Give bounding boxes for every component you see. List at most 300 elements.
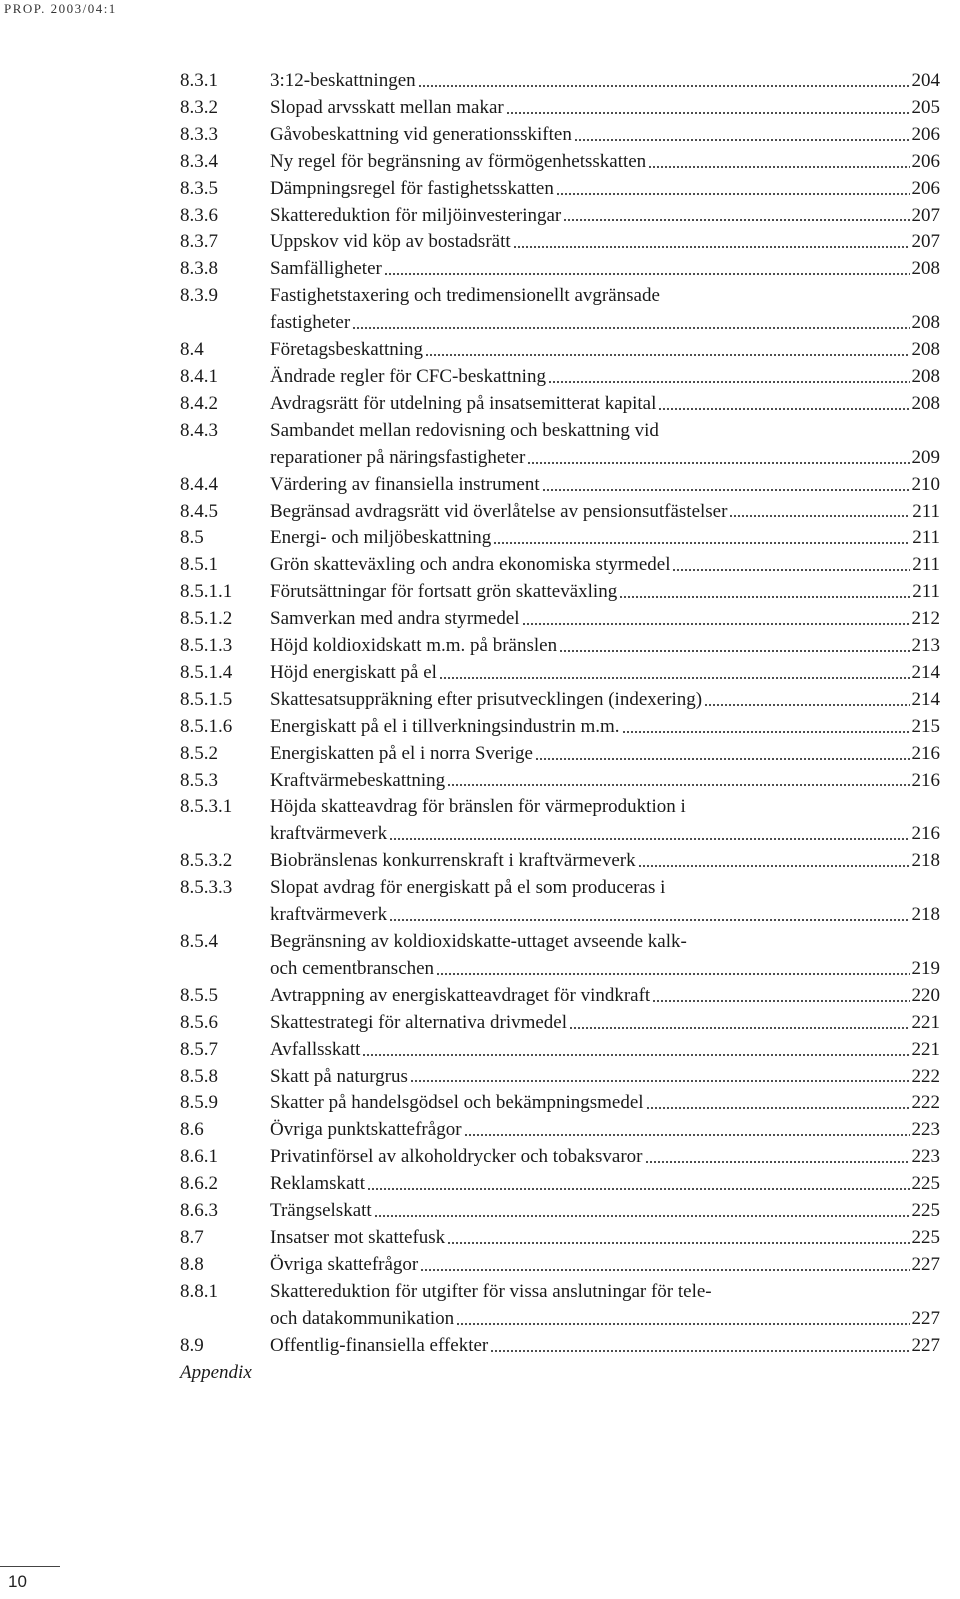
toc-entry-title-first-line: Sambandet mellan redovisning och beskattning vid xyxy=(270,419,659,441)
toc-dot-leader xyxy=(535,757,910,761)
page-number: 10 xyxy=(8,1572,27,1591)
toc-entry-title: Höjd koldioxidskatt m.m. på bränslen xyxy=(270,635,558,657)
toc-entry-body xyxy=(270,1333,940,1360)
toc-dot-leader xyxy=(522,622,910,626)
toc-entry-body xyxy=(270,472,940,499)
toc-entry-body xyxy=(270,552,940,579)
toc-entry-number: 8.5.3.2 xyxy=(180,850,233,872)
toc-entry[interactable] xyxy=(180,768,940,795)
toc-entry-body xyxy=(270,579,940,606)
toc-entry-line xyxy=(270,1010,940,1037)
toc-entry-title: Övriga skattefrågor xyxy=(270,1253,419,1275)
toc-entry-body xyxy=(270,176,940,203)
toc-dot-leader xyxy=(493,541,910,545)
toc-entry[interactable] xyxy=(180,68,940,95)
toc-entry-page: 211 xyxy=(912,527,940,549)
toc-entry-line xyxy=(270,525,940,552)
toc-entry-line xyxy=(270,445,940,472)
toc-entry-line xyxy=(270,821,940,848)
toc-entry-body xyxy=(270,1010,940,1037)
toc-entry-page: 214 xyxy=(911,661,940,683)
toc-entry-page: 206 xyxy=(911,123,940,145)
toc-entry-title: Samfälligheter xyxy=(270,258,382,280)
toc-entry-body xyxy=(270,633,940,660)
toc-entry-body xyxy=(270,122,940,149)
toc-entry-number: 8.3.5 xyxy=(180,177,218,199)
toc-entry-title: Avfallsskatt xyxy=(270,1038,361,1060)
toc-entry-line xyxy=(270,149,940,176)
toc-entry-number: 8.4.5 xyxy=(180,500,218,522)
toc-entry-title: Gåvobeskattning vid generationsskiften xyxy=(270,123,572,145)
toc-entry[interactable] xyxy=(180,95,940,122)
toc-entry-title: Grön skatteväxling och andra ekonomiska styrmedel xyxy=(270,554,671,576)
toc-dot-leader xyxy=(367,1187,910,1191)
toc-entry-number: 8.3.4 xyxy=(180,150,218,172)
toc-entry[interactable] xyxy=(180,1064,940,1091)
toc-entry-page: 206 xyxy=(911,150,940,172)
toc-entry-line xyxy=(270,1144,940,1171)
toc-entry-page: 223 xyxy=(911,1119,940,1141)
toc-entry-page: 210 xyxy=(911,473,940,495)
toc-entry-title: reparationer på näringsfastigheter xyxy=(270,446,526,468)
toc-entry-line xyxy=(270,68,940,95)
toc-dot-leader xyxy=(418,84,910,88)
toc-entry-line xyxy=(270,633,940,660)
toc-dot-leader xyxy=(638,864,910,868)
toc-entry[interactable] xyxy=(180,1333,940,1360)
toc-dot-leader xyxy=(506,111,910,115)
toc-entry-line xyxy=(270,122,940,149)
toc-entry-body xyxy=(270,391,940,418)
toc-entry-line xyxy=(270,391,940,418)
toc-entry[interactable] xyxy=(180,149,940,176)
toc-entry-title-first-line: Höjda skatteavdrag för bränslen för värmeproduktion i xyxy=(270,796,686,818)
toc-entry-page: 206 xyxy=(911,177,940,199)
toc-entry-line xyxy=(270,687,940,714)
toc-entry-page: 225 xyxy=(911,1226,940,1248)
toc-entry-page: 205 xyxy=(911,96,940,118)
toc-dot-leader xyxy=(374,1214,910,1218)
toc-entry-line xyxy=(270,579,940,606)
toc-dot-leader xyxy=(622,730,910,734)
toc-entry-title: Energiskatten på el i norra Sverige xyxy=(270,742,533,764)
toc-dot-leader xyxy=(646,1106,910,1110)
toc-dot-leader xyxy=(490,1349,909,1353)
toc-entry-page: 208 xyxy=(911,339,940,361)
toc-entry-page: 227 xyxy=(911,1307,940,1329)
toc-entry[interactable] xyxy=(180,1171,940,1198)
toc-entry-number: 8.4.3 xyxy=(180,419,218,441)
toc-entry-body xyxy=(270,1252,940,1279)
toc-entry[interactable] xyxy=(180,203,940,230)
toc-entry-page: 223 xyxy=(911,1146,940,1168)
toc-entry-number: 8.3.2 xyxy=(180,96,218,118)
toc-entry-title: Skattestrategi för alternativa drivmedel xyxy=(270,1011,568,1033)
toc-entry-page: 211 xyxy=(912,581,940,603)
toc-entry-title: Trängselskatt xyxy=(270,1200,372,1222)
toc-entry[interactable] xyxy=(180,472,940,499)
toc-dot-leader xyxy=(447,1241,909,1245)
toc-entry-title: Värdering av finansiella instrument xyxy=(270,473,540,495)
toc-entry-number: 8.5.5 xyxy=(180,984,218,1006)
toc-entry-page: 221 xyxy=(911,1038,940,1060)
toc-entry-title: Energiskatt på el i tillverkningsindustrin m.m. xyxy=(270,715,620,737)
toc-dot-leader xyxy=(574,138,910,142)
toc-entry-title: kraftvärmeverk xyxy=(270,904,388,926)
toc-entry[interactable] xyxy=(180,714,940,741)
toc-entry-body xyxy=(270,1198,940,1225)
toc-entry-title-first-line: Begränsning av koldioxidskatte-uttaget avseende kalk- xyxy=(270,931,687,952)
toc-entry-line xyxy=(270,1306,940,1333)
toc-entry-number: 8.5.1.1 xyxy=(180,581,233,603)
toc-dot-leader xyxy=(447,783,909,787)
toc-entry-line xyxy=(270,1198,940,1225)
toc-entry-line xyxy=(270,95,940,122)
toc-entry-title: Företagsbeskattning xyxy=(270,339,424,361)
toc-dot-leader xyxy=(648,165,909,169)
toc-entry-line xyxy=(270,337,940,364)
toc-entry[interactable] xyxy=(180,391,940,418)
toc-dot-leader xyxy=(672,568,910,572)
toc-dot-leader xyxy=(425,353,909,357)
toc-dot-leader xyxy=(439,676,910,680)
toc-dot-leader xyxy=(563,218,909,222)
toc-entry[interactable] xyxy=(180,660,940,687)
toc-dot-leader xyxy=(569,1026,909,1030)
toc-entry-line xyxy=(270,229,940,256)
toc-entry[interactable] xyxy=(180,1010,940,1037)
toc-entry-number: 8.5.7 xyxy=(180,1038,218,1060)
toc-entry-title: 3:12-beskattningen xyxy=(270,70,416,91)
toc-entry-body xyxy=(270,741,940,768)
toc-entry-body xyxy=(270,1064,940,1091)
toc-entry-title: och datakommunikation xyxy=(270,1307,455,1329)
toc-entry-page: 221 xyxy=(911,1011,940,1033)
toc-entry[interactable] xyxy=(180,848,940,875)
toc-entry-line xyxy=(270,714,940,741)
toc-entry-line xyxy=(270,1064,940,1091)
toc-dot-leader xyxy=(436,972,909,976)
toc-dot-leader xyxy=(456,1322,909,1326)
toc-entry-number: 8.8.1 xyxy=(180,1280,218,1302)
toc-entry-number: 8.4 xyxy=(180,339,204,361)
toc-entry-title: och cementbranschen xyxy=(270,957,435,979)
toc-entry-title: Energi- och miljöbeskattning xyxy=(270,527,492,549)
toc-entry-line xyxy=(270,203,940,230)
toc-entry-page: 225 xyxy=(911,1200,940,1222)
table-of-contents xyxy=(180,68,940,1386)
toc-entry-page: 227 xyxy=(911,1253,940,1275)
toc-entry-line xyxy=(270,552,940,579)
toc-entry-title: Kraftvärmebeskattning xyxy=(270,769,446,791)
toc-dot-leader xyxy=(389,918,909,922)
toc-entry-title: Avtrappning av energiskatteavdraget för vindkraft xyxy=(270,984,651,1006)
toc-entry[interactable] xyxy=(180,283,940,337)
toc-entry-number: 8.3.7 xyxy=(180,231,218,253)
toc-entry-line xyxy=(270,983,940,1010)
toc-entry-title: fastigheter xyxy=(270,312,351,334)
toc-entry-number: 8.5.2 xyxy=(180,742,218,764)
toc-entry-number: 8.3.9 xyxy=(180,285,218,307)
toc-entry-line xyxy=(270,1037,940,1064)
toc-entry-number: 8.5.1 xyxy=(180,554,218,576)
toc-entry-page: 227 xyxy=(911,1334,940,1356)
toc-entry-number: 8.5.1.5 xyxy=(180,688,233,710)
toc-dot-leader xyxy=(658,407,909,411)
toc-entry-number: 8.9 xyxy=(180,1334,204,1356)
toc-entry-number: 8.6.2 xyxy=(180,1173,218,1195)
toc-entry-number: 8.4.4 xyxy=(180,473,218,495)
toc-entry-page: 222 xyxy=(911,1065,940,1087)
toc-entry-page: 213 xyxy=(911,635,940,657)
toc-entry[interactable] xyxy=(180,875,940,929)
toc-entry-number: 8.4.1 xyxy=(180,365,218,387)
toc-entry[interactable] xyxy=(180,1225,940,1252)
toc-dot-leader xyxy=(420,1268,909,1272)
toc-entry-page: 211 xyxy=(912,500,940,522)
toc-entry-page: 214 xyxy=(911,688,940,710)
toc-entry-number: 8.6.3 xyxy=(180,1200,218,1222)
toc-entry-page: 220 xyxy=(911,984,940,1006)
toc-entry-page: 212 xyxy=(911,608,940,630)
toc-dot-leader xyxy=(464,1133,910,1137)
toc-dot-leader xyxy=(352,326,909,330)
toc-entry-line xyxy=(270,1171,940,1198)
toc-entry[interactable] xyxy=(180,929,940,983)
toc-entry[interactable] xyxy=(180,337,940,364)
toc-entry-page: 208 xyxy=(911,365,940,387)
toc-entry-title: Höjd energiskatt på el xyxy=(270,661,437,683)
toc-entry-body xyxy=(270,794,940,848)
toc-entry[interactable] xyxy=(180,256,940,283)
toc-entry-body xyxy=(270,929,940,983)
toc-entry-number: 8.5.8 xyxy=(180,1065,218,1087)
toc-entry-body xyxy=(270,660,940,687)
toc-entry-title: Begränsad avdragsrätt vid överlåtelse av pensionsutfästelser xyxy=(270,500,728,522)
toc-entry-line xyxy=(270,606,940,633)
toc-entry[interactable] xyxy=(180,1037,940,1064)
toc-entry-number: 8.7 xyxy=(180,1226,204,1248)
toc-entry-body xyxy=(270,1090,940,1117)
toc-entry-body xyxy=(270,256,940,283)
toc-entry-body xyxy=(270,1225,940,1252)
toc-entry-page: 208 xyxy=(911,258,940,280)
toc-entry-title: kraftvärmeverk xyxy=(270,823,388,845)
running-head: PROP. 2003/04:1 xyxy=(4,1,117,16)
toc-entry-body xyxy=(270,418,940,472)
toc-entry-title: Skattesatsuppräkning efter prisutvecklingen (indexering) xyxy=(270,688,703,710)
toc-entry-number: 8.3.8 xyxy=(180,258,218,280)
appendix-label[interactable]: Appendix xyxy=(180,1361,252,1383)
toc-entry[interactable] xyxy=(180,552,940,579)
toc-entry[interactable] xyxy=(180,606,940,633)
toc-entry-number: 8.5.6 xyxy=(180,1011,218,1033)
toc-entry-body xyxy=(270,875,940,929)
toc-entry-title: Avdragsrätt för utdelning på insatsemitterat kapital xyxy=(270,392,657,414)
toc-entry-title: Insatser mot skattefusk xyxy=(270,1226,446,1248)
toc-entry-title: Förutsättningar för fortsatt grön skatteväxling xyxy=(270,581,618,603)
toc-entry-body xyxy=(270,283,940,337)
toc-entry-line xyxy=(270,1333,940,1360)
toc-dot-leader xyxy=(645,1160,910,1164)
toc-entry-title-first-line: Fastighetstaxering och tredimensionellt avgränsade xyxy=(270,285,660,307)
toc-entry[interactable] xyxy=(180,499,940,526)
toc-entry-line xyxy=(270,848,940,875)
toc-entry-title: Övriga punktskattefrågor xyxy=(270,1119,462,1141)
toc-entry[interactable] xyxy=(180,1252,940,1279)
toc-entry[interactable] xyxy=(180,364,940,391)
toc-entry-page: 216 xyxy=(911,823,940,845)
toc-entry[interactable] xyxy=(180,794,940,848)
toc-entry-body xyxy=(270,149,940,176)
toc-entry-body xyxy=(270,364,940,391)
toc-entry-title: Reklamskatt xyxy=(270,1173,365,1195)
toc-entry-line xyxy=(270,1090,940,1117)
toc-dot-leader xyxy=(556,192,910,196)
toc-entry-page: 207 xyxy=(911,231,940,253)
toc-entry-body xyxy=(270,983,940,1010)
toc-dot-leader xyxy=(548,380,910,384)
toc-entry-body xyxy=(270,525,940,552)
toc-entry-number: 8.5.3 xyxy=(180,769,218,791)
toc-entry[interactable] xyxy=(180,122,940,149)
toc-entry-title: Skattereduktion för miljöinvesteringar xyxy=(270,204,562,226)
toc-entry-page: 216 xyxy=(911,769,940,791)
toc-entry-title: Ändrade regler för CFC-beskattning xyxy=(270,365,546,387)
toc-entry-body xyxy=(270,203,940,230)
toc-dot-leader xyxy=(619,595,910,599)
toc-entry-title: Uppskov vid köp av bostadsrätt xyxy=(270,231,511,253)
toc-entry-line xyxy=(270,256,940,283)
toc-entry-line xyxy=(270,176,940,203)
toc-entry-body xyxy=(270,768,940,795)
toc-entry[interactable] xyxy=(180,1090,940,1117)
toc-dot-leader xyxy=(410,1079,910,1083)
toc-entry-body xyxy=(270,95,940,122)
toc-entry-body xyxy=(270,229,940,256)
toc-entry-body xyxy=(270,337,940,364)
toc-entry-page: 211 xyxy=(912,554,940,576)
footer-rule xyxy=(0,1566,60,1567)
toc-entry-body xyxy=(270,714,940,741)
toc-entry[interactable] xyxy=(180,176,940,203)
toc-entry-body xyxy=(270,68,940,95)
toc-entry-number: 8.3.1 xyxy=(180,70,218,91)
toc-entry-title: Skatter på handelsgödsel och bekämpningsmedel xyxy=(270,1092,644,1114)
toc-entry-number: 8.5.9 xyxy=(180,1092,218,1114)
toc-entry-title: Offentlig-finansiella effekter xyxy=(270,1334,489,1356)
toc-entry-number: 8.5.1.2 xyxy=(180,608,233,630)
toc-dot-leader xyxy=(542,488,910,492)
toc-entry-body xyxy=(270,499,940,526)
toc-entry-title-first-line: Skattereduktion för utgifter för vissa anslutningar för tele- xyxy=(270,1280,712,1302)
toc-entry-page: 215 xyxy=(911,715,940,737)
toc-entry-number: 8.5.1.4 xyxy=(180,661,233,683)
toc-dot-leader xyxy=(384,272,910,276)
toc-entry-line xyxy=(270,902,940,929)
toc-entry-number: 8.6 xyxy=(180,1119,204,1141)
toc-dot-leader xyxy=(362,1053,909,1057)
toc-entry-title: Slopad arvsskatt mellan makar xyxy=(270,96,504,118)
toc-entry-page: 218 xyxy=(911,850,940,872)
toc-entry-number: 8.5 xyxy=(180,527,204,549)
toc-dot-leader xyxy=(559,649,909,653)
toc-entry[interactable] xyxy=(180,1144,940,1171)
toc-entry-page: 207 xyxy=(911,204,940,226)
toc-entry-title: Privatinförsel av alkoholdrycker och tobaksvaror xyxy=(270,1146,643,1168)
toc-entry-line xyxy=(270,741,940,768)
toc-entry-number: 8.5.1.6 xyxy=(180,715,233,737)
toc-entry-line xyxy=(270,956,940,983)
toc-entry-page: 225 xyxy=(911,1173,940,1195)
toc-entry[interactable] xyxy=(180,741,940,768)
toc-entry[interactable] xyxy=(180,633,940,660)
toc-entry-page: 208 xyxy=(911,312,940,334)
toc-entry-number: 8.3.3 xyxy=(180,123,218,145)
toc-entry-line xyxy=(270,1117,940,1144)
toc-entry-number: 8.4.2 xyxy=(180,392,218,414)
toc-entry[interactable] xyxy=(180,983,940,1010)
toc-entry-page: 222 xyxy=(911,1092,940,1114)
toc-entry-line xyxy=(270,1225,940,1252)
toc-entry-number: 8.8 xyxy=(180,1253,204,1275)
toc-entry[interactable] xyxy=(180,1198,940,1225)
toc-entry-body xyxy=(270,1117,940,1144)
toc-entry[interactable] xyxy=(180,1117,940,1144)
toc-dot-leader xyxy=(652,999,909,1003)
toc-entry-body xyxy=(270,687,940,714)
toc-entry[interactable] xyxy=(180,1279,940,1333)
toc-entry-page: 209 xyxy=(911,446,940,468)
toc-entry-line xyxy=(270,310,940,337)
toc-entry-body xyxy=(270,1279,940,1333)
toc-entry-line xyxy=(270,364,940,391)
toc-dot-leader xyxy=(704,703,909,707)
toc-entry-number: 8.5.1.3 xyxy=(180,635,233,657)
toc-entry-number: 8.5.3.1 xyxy=(180,796,233,818)
toc-entry-number: 8.6.1 xyxy=(180,1146,218,1168)
toc-entry-title-first-line: Slopat avdrag för energiskatt på el som produceras i xyxy=(270,877,666,899)
toc-entry-body xyxy=(270,1171,940,1198)
toc-entry-body xyxy=(270,848,940,875)
toc-entry-body xyxy=(270,1144,940,1171)
toc-entry-line xyxy=(270,1252,940,1279)
toc-entry-body xyxy=(270,606,940,633)
toc-entry-page: 218 xyxy=(911,904,940,926)
toc-entry[interactable] xyxy=(180,418,940,472)
toc-dot-leader xyxy=(389,837,909,841)
toc-entry-page: 204 xyxy=(911,70,940,91)
toc-entry-title: Skatt på naturgrus xyxy=(270,1065,408,1087)
toc-entry[interactable] xyxy=(180,579,940,606)
toc-entry-title: Samverkan med andra styrmedel xyxy=(270,608,520,630)
toc-entry-title: Biobränslenas konkurrenskraft i kraftvärmeverk xyxy=(270,850,636,872)
toc-entry-line xyxy=(270,768,940,795)
toc-entry-title: Dämpningsregel för fastighetsskatten xyxy=(270,177,554,199)
toc-entry[interactable] xyxy=(180,229,940,256)
toc-dot-leader xyxy=(527,461,909,465)
toc-dot-leader xyxy=(513,245,910,249)
toc-entry-number: 8.5.4 xyxy=(180,931,218,952)
toc-entry-title: Ny regel för begränsning av förmögenhetsskatten xyxy=(270,150,647,172)
toc-entry-body xyxy=(270,1037,940,1064)
toc-entry-number: 8.3.6 xyxy=(180,204,218,226)
toc-entry[interactable] xyxy=(180,525,940,552)
toc-entry-page: 208 xyxy=(911,392,940,414)
toc-entry-line xyxy=(270,499,940,526)
toc-entry[interactable] xyxy=(180,687,940,714)
toc-entry-line xyxy=(270,660,940,687)
